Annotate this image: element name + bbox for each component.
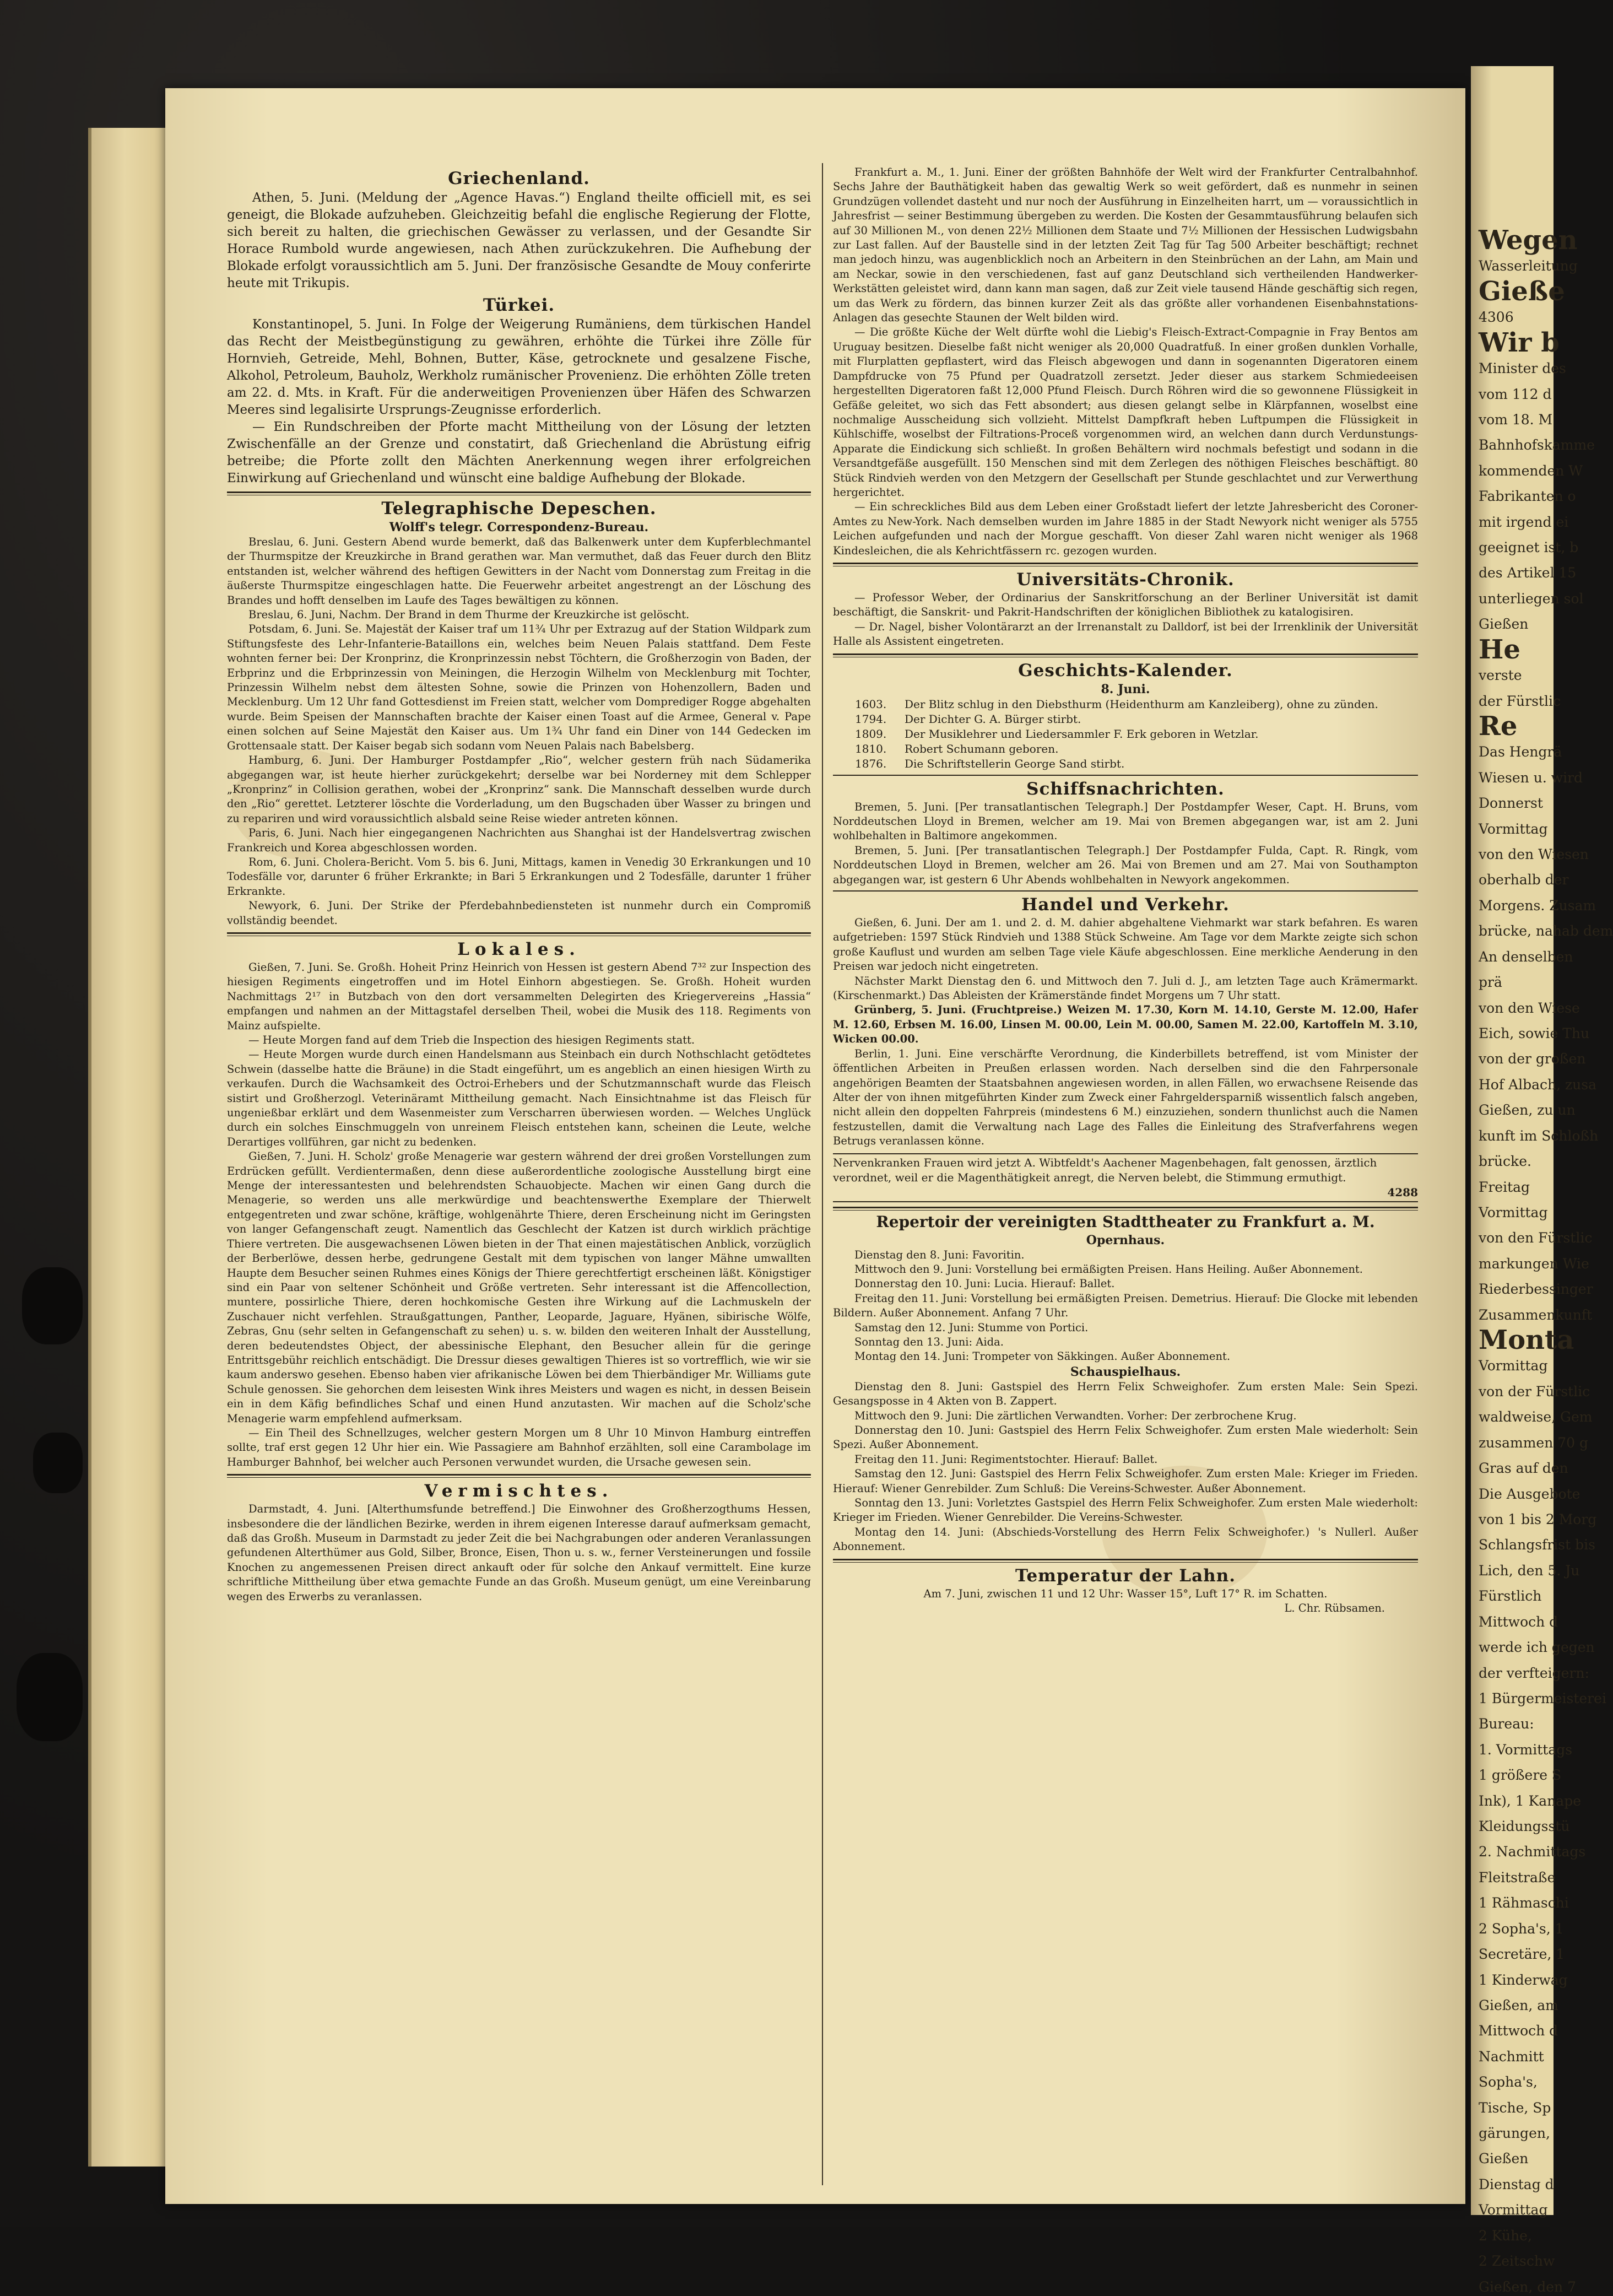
- local-item: — Heute Morgen fand auf dem Trieb die Inspection des hiesigen Regiments statt.: [248, 1034, 695, 1046]
- neighbour-text-fragment: Mittwoch d: [1479, 2023, 1558, 2039]
- section-rule: [227, 1474, 811, 1478]
- section-title-lokales: Lokales.: [457, 939, 581, 959]
- calendar-text: Der Dichter G. A. Bürger stirbt.: [905, 712, 1081, 726]
- calendar-year: 1876.: [855, 757, 887, 770]
- neighbour-text-fragment: Riederbessinger: [1479, 1281, 1593, 1298]
- neighbour-text-fragment: Gießen: [1479, 616, 1529, 633]
- article-pforte: — Ein Rundschreiben der Pforte macht Mittheilung von der Lösung der letzten Zwischenfälle an der Grenze und constatirt, daß Griechenland die Abrüstung eifrig betreibe; die Pforte zollt den Mächten Anerkennung wegen ihrer erfolgreichen Einwirkung auf Griechenland und wünscht eine baldige Aufhebung der Blokade.: [227, 420, 811, 485]
- calendar-year: 1794.: [855, 712, 887, 726]
- repertoire-row: Dienstag den 8. Juni: Favoritin.: [854, 1248, 1025, 1261]
- section-title-temperatur: Temperatur der Lahn.: [1015, 1565, 1236, 1586]
- calendar-row: [833, 697, 1418, 712]
- repertoire-row: Donnerstag den 10. Juni: Lucia. Hierauf: Ballet.: [854, 1277, 1115, 1290]
- university-item: — Professor Weber, der Ordinarius der Sanskritforschung an der Berliner Universität ist damit beschäftigt, die Sanskrit- und Pakrit-Handschriften der königlichen Bibliothek zu katalogisiren.: [833, 591, 1418, 619]
- neighbour-text-fragment: werde ich gegen: [1479, 1639, 1595, 1656]
- neighbour-text-fragment: Zusammenkunft: [1479, 1306, 1593, 1323]
- neighbour-text-fragment: von den Wiese: [1479, 1000, 1580, 1016]
- telegram-item: Breslau, 6. Juni. Gestern Abend wurde bemerkt, daß das Balkenwerk unter dem Kupferblechmantel der Thurmspitze der Kreuzkirche in Brand gerathen war. Man vermuthet, daß das Feuer durch den Blitz entstanden ist, welcher während des heftigen Gewitters in der Nacht vom Donnerstag zum Freitag in die äußerste Thurmspitze eingeschlagen hatte. Die Feuerwehr arbeitet angestrengt an der Löschung des Brandes und hofft denselben im Laufe des Tages bewältigen zu können.: [227, 536, 811, 607]
- section-title-repertoir: Repertoir der vereinigten Stadttheater zu Frankfurt a. M.: [876, 1212, 1375, 1231]
- neighbour-text-fragment: Fürstlich: [1479, 1588, 1542, 1605]
- article-darmstadt: Darmstadt, 4. Juni. [Alterthumsfunde betreffend.] Die Einwohner des Großherzogthums Hessen, insbesondere die der ländlichen Bezirke, werden in ihrem eigenen Interesse darauf aufmerksam gemacht, daß das Großh. Museum in Darmstadt zu jeder Zeit die bei Nachgrabungen oder anderen Veranlassungen gefundenen Alterthümer aus Gold, Silber, Bronce, Eisen, Thon u. s. w., ferner Versteinerungen und fossile Knochen zu angemessenen Preisen direct ankauft oder für solche den Ankauf vermittelt. Eine kurze schriftliche Mittheilung über etwa gemachte Funde an das Großh. Museum genügt, um eine Vereinbarung wegen des Erwerbs zu veranlassen.: [227, 1503, 811, 1603]
- neighbour-text-fragment: Donnerst: [1479, 795, 1543, 812]
- temperature-signature: L. Chr. Rübsamen.: [1284, 1602, 1385, 1615]
- calendar-text: Der Musiklehrer und Liedersammler F. Erk geboren in Wetzlar.: [905, 727, 1259, 741]
- neighbour-text-fragment: 1 Kinderwag: [1479, 1971, 1568, 1988]
- repertoire-row: Dienstag den 8. Juni: Gastspiel des Herrn Felix Schweighofer. Zum ersten Male: Sein Spezi. Gesangsposse in 4 Akten von B. Zappert.: [833, 1380, 1418, 1408]
- neighbour-text-fragment: kommenden W: [1479, 462, 1583, 479]
- trade-item: Nächster Markt Dienstag den 6. und Mittwoch den 7. Juli d. J., am letzten Tage auch Krämermarkt. (Kirschenmarkt.) Das Ableisten der Krämerstände findet Morgens um 7 Uhr statt.: [833, 974, 1418, 1002]
- neighbour-text-fragment: He: [1479, 634, 1520, 665]
- neighbour-text-fragment: Re: [1479, 710, 1518, 742]
- neighbour-text-fragment: Wasserleitung: [1479, 258, 1578, 274]
- calendar-year: 1809.: [855, 727, 887, 741]
- neighbour-text-fragment: Dienstag d: [1479, 2176, 1554, 2192]
- section-title-telegraph: Telegraphische Depeschen.: [381, 499, 657, 518]
- neighbour-text-fragment: 2 Zeitschw: [1479, 2253, 1555, 2270]
- trade-item: Gießen, 6. Juni. Der am 1. und 2. d. M. dahier abgehaltene Viehmarkt war stark befahren. Es waren aufgetrieben: 1597 Stück Rindvieh und 1388 Stück Schweine. Am Tage vor dem Markte zeigte sich schon große Kauflust und wurden am selben Tage viele Käufe abgeschlossen. Eine merkliche Aenderung in den Preisen war jedoch nicht eingetreten.: [833, 916, 1418, 973]
- opernhaus-heading: Opernhaus.: [1086, 1233, 1165, 1247]
- book-page-edge: [88, 128, 174, 2167]
- section-rule: [227, 932, 811, 936]
- section-title-universitaet: Universitäts-Chronik.: [1016, 569, 1235, 590]
- article-frankfurt: Frankfurt a. M., 1. Juni. Einer der größten Bahnhöfe der Welt wird der Frankfurter Centralbahnhof. Sechs Jahre der Bauthätigkeit haben das gewaltig Werk so weit gefördert, daß es nunmehr in seinen Grundzügen vollendet dasteht und nur noch der Ausführung in Einzelheiten harrt, um — voraussichtlich in Jahresfrist — seiner Bestimmung übergeben zu werden. Die Kosten der Gesammtausführung belaufen sich auf 30 Millionen M., von denen 22½ Millionen dem Staate und 7½ Millionen der Hessischen Ludwigsbahn zur Last fallen. Auf der Baustelle sind in der letzten Zeit Tag für Tag 500 Arbeiter beschäftigt; rechnet man jedoch hinzu, was augenblicklich noch an Arbeitern in den Steinbrüchen an der Lahn, am Main und am Neckar, sowie in den verschiedenen, fast auf ganz Deutschland sich vertheilenden Handwerker-Werkstätten geleistet wird, dann kann man sagen, daß zur Zeit viele tausend Hände geschäftig sich regen, um das Werk zu fördern, das binnen kurzer Zeit als das größte aller vorhandenen Eisenbahnstations-Anlagen das gesechte Staunen der Welt bilden wird.: [833, 166, 1418, 325]
- neighbour-text-fragment: Minister des: [1479, 360, 1566, 377]
- section-title-schiffs: Schiffsnachrichten.: [1026, 779, 1225, 799]
- neighbour-text-fragment: Sopha's,: [1479, 2074, 1538, 2090]
- article-kueche: — Die größte Küche der Welt dürfte wohl die Liebig's Fleisch-Extract-Compagnie in Fray Bentos am Uruguay besitzen. Dieselbe faßt nicht weniger als 20,000 Quadratfuß. In einer großen dunklen Vorhalle, mit Flurplatten gepflastert, wird das Fleisch abgewogen und dann in sogenannten Digeratoren einem Dampfdrucke von 75 Pfund per Quadratzoll zersetzt. Jeder dieser aus starkem Schmiedeeisen hergestellten Digeratoren faßt 12,000 Pfund Fleisch. Durch Röhren wird die so gewonnene Flüssigkeit in Gefäße geleitet, wo sich das Fett absondert; aus diesen gelangt selbe in Klärpfannen, woselbst eine nochmalige Ausscheidung sich vollzieht. Mittelst Dampfkraft heben Luftpumpen die Flüssigkeit in Kühlschiffe, woselbst der Filtrations-Proceß vorgenommen wird, an welchen dann durch Verdunstungs-Apparate die Eindickung sich schließt. In großen Behältern wird nochmals befestigt und sodann in die Versandtgefäße ausgefüllt. 150 Menschen sind mit dem Zerlegen des nöthigen Fleisches beschäftigt. 80 Stück Rindvieh werden von den Metzgern der Gesellschaft per Stunde geschlachtet und zur Verwerthung hergerichtet.: [833, 326, 1418, 499]
- local-item: — Ein Theil des Schnellzuges, welcher gestern Morgen um 8 Uhr 10 Minvon Hamburg eintreffen sollte, traf erst gegen 12 Uhr hier ein. Wie Passagiere am Bahnhof erzählten, soll eine Carambolage im Hamburger Bahnhof, bei welcher auch Personen verwundet wurden, die Ursache gewesen sein.: [227, 1426, 811, 1468]
- neighbour-text-fragment: brücke, nahab dem: [1479, 923, 1613, 939]
- ship-item: Bremen, 5. Juni. [Per transatlantischen Telegraph.] Der Postdampfer Fulda, Capt. R. Ringk, vom Norddeutschen Lloyd in Bremen, welcher am 26. Mai von Bremen und am 27. Mai von Southampton abgegangen war, ist gestern 6 Uhr Abends wohlbehalten in Newyork angekommen.: [833, 844, 1418, 886]
- neighbour-text-fragment: kunft im Schloßh: [1479, 1127, 1599, 1144]
- telegram-item: Rom, 6. Juni. Cholera-Bericht. Vom 5. bis 6. Juni, Mittags, kamen in Venedig 30 Erkrankungen und 10 Todesfälle vor, darunter 6 früher Erkrankte; in Bari 5 Erkrankungen und 2 Todesfälle, darunter 1 früher Erkrankte.: [227, 855, 811, 898]
- local-item: Gießen, 7. Juni. H. Scholz' große Menagerie war gestern während der drei großen Vorstellungen zum Erdrücken gefüllt. Verdientermaßen, denn diese außerordentliche zoologische Ausstellung birgt eine Menge der interessantesten und belehrendsten Schauobjecte. Machen wir einen Gang durch die Menagerie, so werden uns alle merkwürdige und beachtenswerthe Exemplare der Thierwelt entgegentreten und zwar schöne, kräftige, wohlgenährte Thiere, deren Erscheinung nicht im Geringsten von langer Gefangenschaft zeugt. Namentlich das Geschlecht der Katzen ist durch wirklich prächtige Thiere vertreten. Die ausgewachsenen Löwen bieten in der That einen majestätischen Anblick, vorzüglich der Berberlöwe, dessen herbe, gedrungene Gestalt mit dem typischen von langer Mähne umwallten Haupte dem Besucher seinen Ruhmes eines Königs der Thiere gerechtfertigt erscheinen läßt. Königstiger sind ein Paar von seltener Schönheit und Größe vertreten. Sehr interessant ist die Affencollection, muntere, possirliche Thiere, deren hochkomische Gesten ihre Wirkung auf die Lachmuskeln der Zuschauer nicht verfehlen. Straußgattungen, Panther, Leoparde, Jaguare, Hyänen, sibirische Wölfe, Zebras, Gnu (sehr selten in Gefangenschaft zu sehen) u. s. w. bilden den weiteren Inhalt der Ausstellung, deren bedeutendstes Object, der abessinische Elephant, den Besucher allein für die geringe Entrittsgebühr reichlich entschädigt. Die Dressur dieses gewaltigen Thieres ist so vortrefflich, wie wir sie kaum anderswo gesehen. Ebenso haben vier afrikanische Löwen bei dem Thierbändiger Mr. Williams gute Schule genossen. Sie gehorchen dem leisesten Wink ihres Meisters und wagen es nicht, in dessen Beisein ein in dem Käfig befindliches Schaf und einen Hund anzutasten. Wir machen auf die Scholz'sche Menagerie warm empfehlend aufmerksam.: [227, 1150, 811, 1425]
- section-rule: [833, 563, 1418, 566]
- calendar-text: Robert Schumann geboren.: [905, 742, 1059, 755]
- neighbour-text-fragment: 1 Rähmaschi: [1479, 1895, 1569, 1911]
- university-item: — Dr. Nagel, bisher Volontärarzt an der Irrenanstalt zu Dalldorf, ist bei der Irrenklinik der Universität Halle als Assistent eingetreten.: [833, 620, 1418, 648]
- neighbour-page-fragment: [1471, 66, 1613, 2295]
- repertoire-row: Samstag den 12. Juni: Gastspiel des Herrn Felix Schweighofer. Zum ersten Male: Krieger im Frieden. Hierauf: Wiener Genrebilder. Zum Schluß: Die Vereins-Schwester. Außer Abonnement.: [833, 1467, 1418, 1495]
- repertoire-row: Donnerstag den 10. Juni: Gastspiel des Herrn Felix Schweighofer. Zum ersten Male wiederholt: Sein Spezi. Außer Abonnement.: [833, 1424, 1418, 1451]
- neighbour-text-fragment: Gießen, den 7: [1479, 2278, 1577, 2295]
- calendar-row: [833, 757, 1418, 771]
- neighbour-text-fragment: Bahnhofskamme: [1479, 437, 1595, 453]
- section-rule: [833, 1559, 1418, 1563]
- repertoire-row: Samstag den 12. Juni: Stumme von Portici.: [854, 1321, 1089, 1334]
- advertisement-ref: 4288: [1387, 1185, 1418, 1199]
- neighbour-text-fragment: Wir b: [1479, 327, 1560, 358]
- calendar-text: Der Blitz schlug in den Diebsthurm (Heidenthurm am Kanzleiberg), ohne zu zünden.: [905, 697, 1378, 711]
- section-title-vermischtes: Vermischtes.: [424, 1481, 614, 1501]
- neighbour-text-fragment: geeignet ist, b: [1479, 539, 1579, 556]
- calendar-row: [833, 712, 1418, 727]
- neighbour-text-fragment: Morgens. Zusam: [1479, 897, 1596, 914]
- section-title-handel: Handel und Verkehr.: [1021, 895, 1230, 915]
- neighbour-text-fragment: oberhalb der: [1479, 872, 1569, 888]
- trade-item-prices: Grünberg, 5. Juni. (Fruchtpreise.) Weizen M. 17.30, Korn M. 14.10, Gerste M. 12.00, Hafer M. 12.60, Erbsen M. 16.00, Linsen M. 00.00, Lein M. 00.00, Samen M. 22.00, Kartoffeln M. 3.10, Wicken 00.00.: [833, 1003, 1418, 1046]
- neighbour-text-fragment: 2 Sopha's, 1: [1479, 1920, 1564, 1937]
- neighbour-text-fragment: vom 18. M: [1479, 411, 1553, 428]
- local-item: Gießen, 7. Juni. Se. Großh. Hoheit Prinz Heinrich von Hessen ist gestern Abend 7³² zur Inspection des hiesigen Regiments eingetroffen und im Hotel Einhorn abgestiegen. Se. Großh. Hoheit wurden Nachmittags 2¹⁷ in Butzbach von den dort versammelten Delegirten des Kriegervereins „Hassia“ empfangen und nahmen an der Mittagstafel derselben Theil, wobei die Musik des 118. Regiments von Mainz aufspielte.: [227, 960, 811, 1032]
- neighbour-text-fragment: zusammen 70 g: [1479, 1434, 1589, 1451]
- neighbour-text-fragment: 2. Nachmittags: [1479, 1844, 1586, 1860]
- telegram-item: Hamburg, 6. Juni. Der Hamburger Postdampfer „Rio“, welcher gestern früh nach Südamerika abgegangen war, ist heute hierher zurückgekehrt; derselbe war bei Norderney mit dem Schlepper „Kronprinz“ in Collision gerathen, wobei der „Kronprinz“ sank. Die Mannschaft desselben wurde durch den „Rio“ gerettet. Letzterer löschte die Vorderladung, um den Bugschaden über Wasser zu bringen und zu repariren und wird voraussichtlich alsbald seine Reise wieder antreten können.: [227, 754, 811, 825]
- neighbour-text-fragment: Vormittag: [1479, 2202, 1548, 2218]
- neighbour-text-fragment: Gieße: [1479, 275, 1565, 307]
- neighbour-text-fragment: An denselben: [1479, 948, 1573, 965]
- neighbour-text-fragment: Bureau:: [1479, 1716, 1534, 1732]
- neighbour-text-fragment: Eich, sowie Thu: [1479, 1025, 1590, 1041]
- neighbour-text-fragment: Freitag: [1479, 1179, 1530, 1195]
- neighbour-text-fragment: von der großen: [1479, 1051, 1586, 1067]
- neighbour-text-fragment: von den Fürstlic: [1479, 1230, 1593, 1246]
- neighbour-text-fragment: prä: [1479, 974, 1502, 991]
- section-rule: [833, 890, 1418, 892]
- neighbour-text-fragment: Kleidungsstü: [1479, 1818, 1570, 1835]
- trade-item: Berlin, 1. Juni. Eine verschärfte Verordnung, die Kinderbillets betreffend, ist vom Minister der öffentlichen Arbeiten in Preußen erlassen worden. Nach derselben sind die den Fahrpersonale angehörigen Beamten der Staatsbahnen angewiesen worden, in allen Fällen, wo erwachsene Reisende das Alter der von ihnen mitgeführten Kinder zum Zweck einer Fahrgeldersparniß wissentlich falsch angeben, nicht allein den doppelten Fahrpreis (mindestens 6 M.) einzuziehen, sondern thunlichst auch die Namen festzustellen, damit die Verwaltung nach Lage des Falles die Einleitung des Strafverfahrens wegen Betrugs veranlassen könne.: [833, 1047, 1418, 1148]
- left-column: [227, 165, 811, 1604]
- neighbour-text-fragment: von 1 bis 2 Morg: [1479, 1511, 1597, 1527]
- neighbour-text-fragment: waldweise, Gem: [1479, 1409, 1593, 1425]
- neighbour-text-fragment: Tische, Sp: [1479, 2099, 1551, 2116]
- telegram-item: Paris, 6. Juni. Nach hier eingegangenen Nachrichten aus Shanghai ist der Handelsvertrag zwischen Frankreich und Korea abgeschlossen worden.: [227, 826, 811, 854]
- calendar-year: 1603.: [855, 697, 887, 711]
- temperature-text: Am 7. Juni, zwischen 11 und 12 Uhr: Wasser 15°, Luft 17° R. im Schatten.: [923, 1587, 1328, 1600]
- neighbour-text-fragment: Vormittag: [1479, 820, 1548, 837]
- neighbour-text-fragment: Das Hengrä: [1479, 744, 1562, 760]
- neighbour-text-fragment: 2 Kühe,: [1479, 2227, 1532, 2244]
- article-athen: Athen, 5. Juni. (Meldung der „Agence Havas.“) England theilte officiell mit, es sei geneigt, die Blokade aufzuheben. Gleichzeitig befahl die englische Regierung der Flotte, sich bereit zu halten, die griechischen Gewässer zu verlassen, und der Gesandte Sir Horace Rumbold wurde angewiesen, nach Athen zurückzukehren. Die Aufhebung der Blokade erfolgt voraussichtlich am 5. Juni. Der französische Gesandte de Mouy conferirte heute mit Trikupis.: [227, 191, 811, 290]
- neighbour-text-fragment: von den Wiesen: [1479, 846, 1589, 863]
- neighbour-text-fragment: Gießen, am: [1479, 1997, 1558, 2013]
- neighbour-text-fragment: 1 Bürgermeisterei: [1479, 1690, 1606, 1706]
- repertoire-row: Mittwoch den 9. Juni: Vorstellung bei ermäßigten Preisen. Hans Heiling. Außer Abonnement.: [854, 1262, 1363, 1276]
- calendar-date: 8. Juni.: [1101, 682, 1150, 696]
- article-konstantinopel: Konstantinopel, 5. Juni. In Folge der Weigerung Rumäniens, dem türkischen Handel das Recht der Meistbegünstigung zu gewähren, erhöhte die Türkei ihre Zölle für Hornvieh, Getreide, Mehl, Bohnen, Butter, Käse, getrocknete und gesalzene Fische, Alkohol, Petroleum, Bauholz, Werkholz rumänischer Provenienz. Die erhöhten Zölle treten am 22. d. Mts. in Kraft. Für die anderweitigen Provenienzen über Häfen des Schwarzen Meeres sind legalisirte Ursprungs-Zeugnisse erforderlich.: [227, 317, 811, 417]
- neighbour-text-fragment: vom 112 d: [1479, 386, 1552, 402]
- neighbour-text-fragment: brücke.: [1479, 1153, 1531, 1170]
- calendar-text: Die Schriftstellerin George Sand stirbt.: [905, 757, 1125, 770]
- column-divider: [822, 163, 823, 2185]
- section-title-kalender: Geschichts-Kalender.: [1018, 660, 1233, 680]
- neighbour-text-fragment: 1 größere S: [1479, 1767, 1562, 1784]
- neighbour-text-fragment: markungen Wie: [1479, 1255, 1589, 1272]
- section-title-tuerkei: Türkei.: [483, 295, 555, 315]
- neighbour-text-fragment: Fabrikanten o: [1479, 488, 1576, 505]
- repertoire-row: Montag den 14. Juni: (Abschieds-Vorstellung des Herrn Felix Schweighofer.) 's Nullerl. Außer Abonnement.: [833, 1525, 1418, 1553]
- right-column: [833, 165, 1418, 1616]
- repertoire-row: Freitag den 11. Juni: Regimentstochter. Hierauf: Ballet.: [854, 1452, 1158, 1466]
- neighbour-text-fragment: der verfteigern:: [1479, 1665, 1589, 1681]
- calendar-year: 1810.: [855, 742, 887, 755]
- ship-item: Bremen, 5. Juni. [Per transatlantischen Telegraph.] Der Postdampfer Weser, Capt. H. Bruns, vom Norddeutschen Lloyd in Bremen, welcher am 19. Mai von Bremen abgegangen war, ist am 2. Juni wohlbehalten in Baltimore angekommen.: [833, 800, 1418, 842]
- neighbour-text-fragment: Vormittag: [1479, 1204, 1548, 1220]
- neighbour-text-fragment: der Fürstlic: [1479, 693, 1561, 709]
- schauspielhaus-heading: Schauspielhaus.: [1070, 1364, 1181, 1379]
- repertoire-row: Montag den 14. Juni: Trompeter von Säkkingen. Außer Abonnement.: [854, 1350, 1231, 1363]
- section-subtitle-wolff: Wolff's telegr. Correspondenz-Bureau.: [389, 520, 649, 534]
- repertoire-row: Sonntag den 13. Juni: Vorletztes Gastspiel des Herrn Felix Schweighofer. Zum ersten Male wiederholt: Krieger im Frieden. Wiener Genrebilder. Die Vereins-Schwester.: [833, 1497, 1418, 1524]
- section-rule: [833, 775, 1418, 776]
- neighbour-text-fragment: Wegen: [1479, 225, 1578, 256]
- calendar-row: [833, 727, 1418, 742]
- article-newyork: — Ein schreckliches Bild aus dem Leben einer Großstadt liefert der letzte Jahresbericht des Coroner-Amtes zu New-York. Nach demselben wurden im Jahre 1885 in der Stadt Newyork nicht weniger als 5755 Leichen aufgefunden und nach der Morgue geschafft. Von dieser Zahl waren nicht weniger als 1968 Kindesleichen, die als Kehrichtfässern rc. gezogen wurden.: [833, 500, 1418, 557]
- advertisement-box: [833, 1153, 1418, 1202]
- calendar-row: [833, 742, 1418, 757]
- local-item: — Heute Morgen wurde durch einen Handelsmann aus Steinbach ein durch Nothschlacht getödtetes Schwein (dasselbe hatte die Bräune) in die Stadt eingeführt, um es angeblich an einen hiesigen Wirth zu verkaufen. Durch die Wachsamkeit des Octroi-Erhebers und der Schutzmannschaft wurde das Fleisch sistirt und Großherzogl. Veterinäramt Mittheilung gemacht. Nach Einsichtnahme ist das Fleisch für ungenießbar erklärt und dem Wasenmeister zum Verscharren überwiesen worden. — Welches Unglück durch ein solches Einschmuggeln von unreinem Fleisch entstehen kann, scheinen die Leute, welche Derartiges vollführen, gar nicht zu bedenken.: [227, 1048, 811, 1148]
- neighbour-text-fragment: Secretäre, 1: [1479, 1946, 1565, 1963]
- neighbour-text-fragment: Nachmitt: [1479, 2048, 1544, 2065]
- repertoire-row: Mittwoch den 9. Juni: Die zärtlichen Verwandten. Vorher: Der zerbrochene Krug.: [854, 1409, 1297, 1422]
- repertoire-row: Freitag den 11. Juni: Vorstellung bei ermäßigten Preisen. Demetrius. Hierauf: Die Glocke mit lebenden Bildern. Außer Abonnement. Anfang 7 Uhr.: [833, 1292, 1418, 1320]
- neighbour-text-fragment: Vormittag: [1479, 1358, 1548, 1374]
- neighbour-text-fragment: Fleitstraße: [1479, 1869, 1556, 1886]
- neighbour-text-fragment: des Artikel 15: [1479, 565, 1577, 581]
- neighbour-text-fragment: mit irgend ei: [1479, 514, 1569, 530]
- neighbour-text-fragment: Gras auf den: [1479, 1460, 1568, 1477]
- neighbour-text-fragment: gärungen,: [1479, 2125, 1550, 2142]
- repertoire-row: Sonntag den 13. Juni: Aida.: [854, 1335, 1004, 1348]
- neighbour-text-fragment: Lich, den 5. Ju: [1479, 1562, 1580, 1579]
- neighbour-text-fragment: Die Ausgebote: [1479, 1485, 1580, 1502]
- neighbour-text-fragment: 1. Vormittags: [1479, 1741, 1573, 1758]
- section-rule: [833, 1207, 1418, 1211]
- neighbour-text-fragment: unterliegen sol: [1479, 590, 1584, 607]
- neighbour-text-fragment: Mittwoch d: [1479, 1613, 1558, 1630]
- neighbour-text-fragment: verste: [1479, 667, 1522, 684]
- neighbour-text-fragment: Gießen: [1479, 2151, 1529, 2167]
- section-rule: [227, 491, 811, 495]
- telegram-item: Breslau, 6. Juni, Nachm. Der Brand in dem Thurme der Kreuzkirche ist gelöscht.: [248, 608, 690, 622]
- telegram-item: Newyork, 6. Juni. Der Strike der Pferdebahnbediensteten ist nunmehr durch ein Compromiß vollständig beendet.: [227, 899, 811, 927]
- neighbour-text-fragment: von der Fürstlic: [1479, 1383, 1590, 1400]
- section-title-griechenland: Griechenland.: [448, 169, 590, 188]
- neighbour-text-fragment: 4306: [1479, 309, 1514, 326]
- section-rule: [833, 653, 1418, 657]
- telegram-item: Potsdam, 6. Juni. Se. Majestät der Kaiser traf um 11¾ Uhr per Extrazug auf der Station Wildpark zum Stiftungsfeste des Lehr-Infanterie-Bataillons ein, welches beim Neuen Palais stattfand. Dem Feste wohnten ferner bei: Der Kronprinz, die Kronprinzessin nebst Töchtern, die Großherzogin von Baden, der Erbprinz und die Erbprinzessin von Meiningen, die Herzogin Wilhelm von Mecklenburg mit Tochter, Prinzessin Wilhelm nebst dem ältesten Sohne, sowie die Prinzen von Hohenzollern, Baden und Mecklenburg. Um 12 Uhr fand Gottesdienst im Freien statt, welcher vom Domprediger Rogge abgehalten wurde. Beim Speisen der Mannschaften brachte der Kaiser einen Toast auf die Armee, General v. Pape einen solchen auf Seine Majestät den Kaiser aus. Um 1¾ Uhr fand ein Diner von 144 Gedecken im Grottensaale statt. Der Kaiser begab sich sodann vom Neuen Palais nach Babelsberg.: [227, 623, 811, 752]
- calendar-table: [833, 697, 1418, 771]
- neighbour-text-fragment: Monta: [1479, 1325, 1574, 1356]
- advertisement-text: Nervenkranken Frauen wird jetzt A. Wibtfeldt's Aachener Magenbehagen, falt genossen, ärztlich verordnet, weil er die Magenthätigkeit anregt, die Nerven belebt, die Stimmung ermuthigt.: [833, 1155, 1377, 1184]
- neighbour-text-fragment: Schlangsfrist bis: [1479, 1537, 1595, 1553]
- neighbour-text-fragment: Ink), 1 Kanape: [1479, 1792, 1582, 1809]
- neighbour-text-fragment: Hof Albach, zusa: [1479, 1076, 1597, 1093]
- neighbour-text-fragment: Gießen, zu un: [1479, 1102, 1576, 1119]
- neighbour-text-fragment: Wiesen u. wird: [1479, 769, 1583, 786]
